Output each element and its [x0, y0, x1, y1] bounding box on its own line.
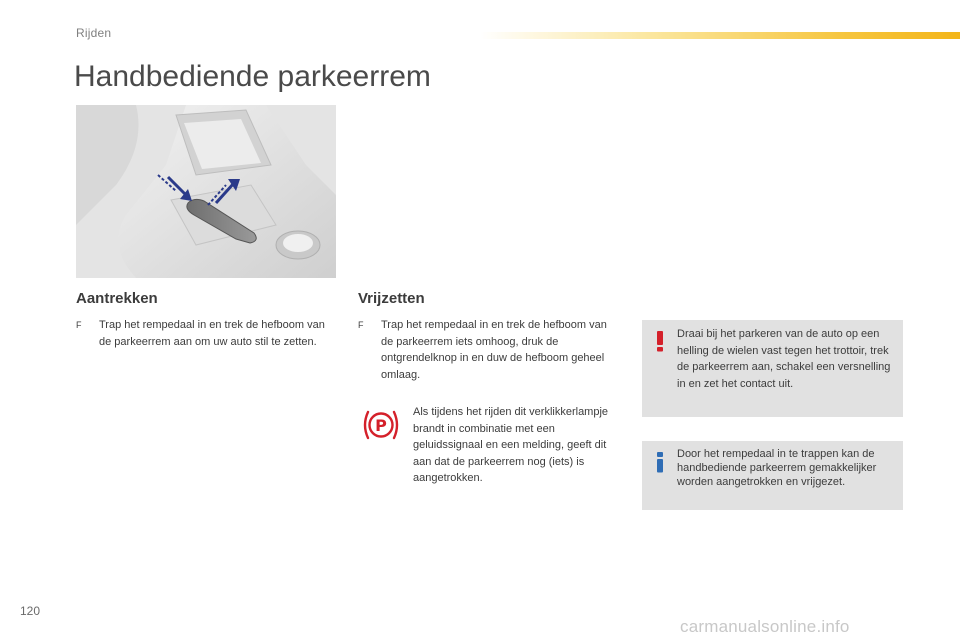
warning-note-text: Draai bij het parkeren van de auto op een helling de wielen vast tegen het trottoir, trek de parkeerrem aan, schakel een versnelling in en zet het contact uit. — [677, 328, 891, 390]
warning-lamp-text: Als tijdens het rijden dit verklikkerlampje brandt in combinatie met een geluidssignaal en een melding, geeft dit aan dat de parkeerrem nog (iets) is aangetrokken. — [413, 406, 609, 484]
bullet-marker: F — [76, 320, 82, 330]
page-number: 120 — [20, 604, 41, 618]
parking-brake-warning-icon — [361, 408, 401, 442]
header-accent-bar — [480, 32, 960, 39]
release-instruction — [358, 317, 620, 383]
info-note — [642, 441, 903, 510]
apply-instruction — [76, 317, 338, 350]
bullet-marker: F — [358, 320, 364, 330]
exclamation-icon — [652, 330, 668, 352]
apply-instruction-text: Trap het rempedaal in en trek de hefboom van de parkeerrem aan om uw auto stil te zetten. — [99, 319, 325, 348]
apply-heading: Aantrekken — [76, 290, 158, 307]
release-instruction-text: Trap het rempedaal in en trek de hefboom van de parkeerrem iets omhoog, druk de ontgrendelknop in en duw de hefboom geheel omlaag. — [381, 319, 607, 381]
release-heading: Vrijzetten — [358, 290, 425, 307]
warning-note — [642, 320, 903, 417]
info-icon — [652, 451, 668, 473]
info-note-text: Door het rempedaal in te trappen kan de handbediende parkeerrem gemakkelijker worden aangetrokken en vrijgezet. — [677, 448, 877, 488]
section-label: Rijden — [76, 26, 112, 40]
handbrake-illustration — [76, 105, 336, 278]
page-title: Handbediende parkeerrem — [74, 60, 431, 93]
parking-brake-symbol: P — [375, 416, 387, 435]
watermark: carmanualsonline.info — [680, 617, 850, 636]
